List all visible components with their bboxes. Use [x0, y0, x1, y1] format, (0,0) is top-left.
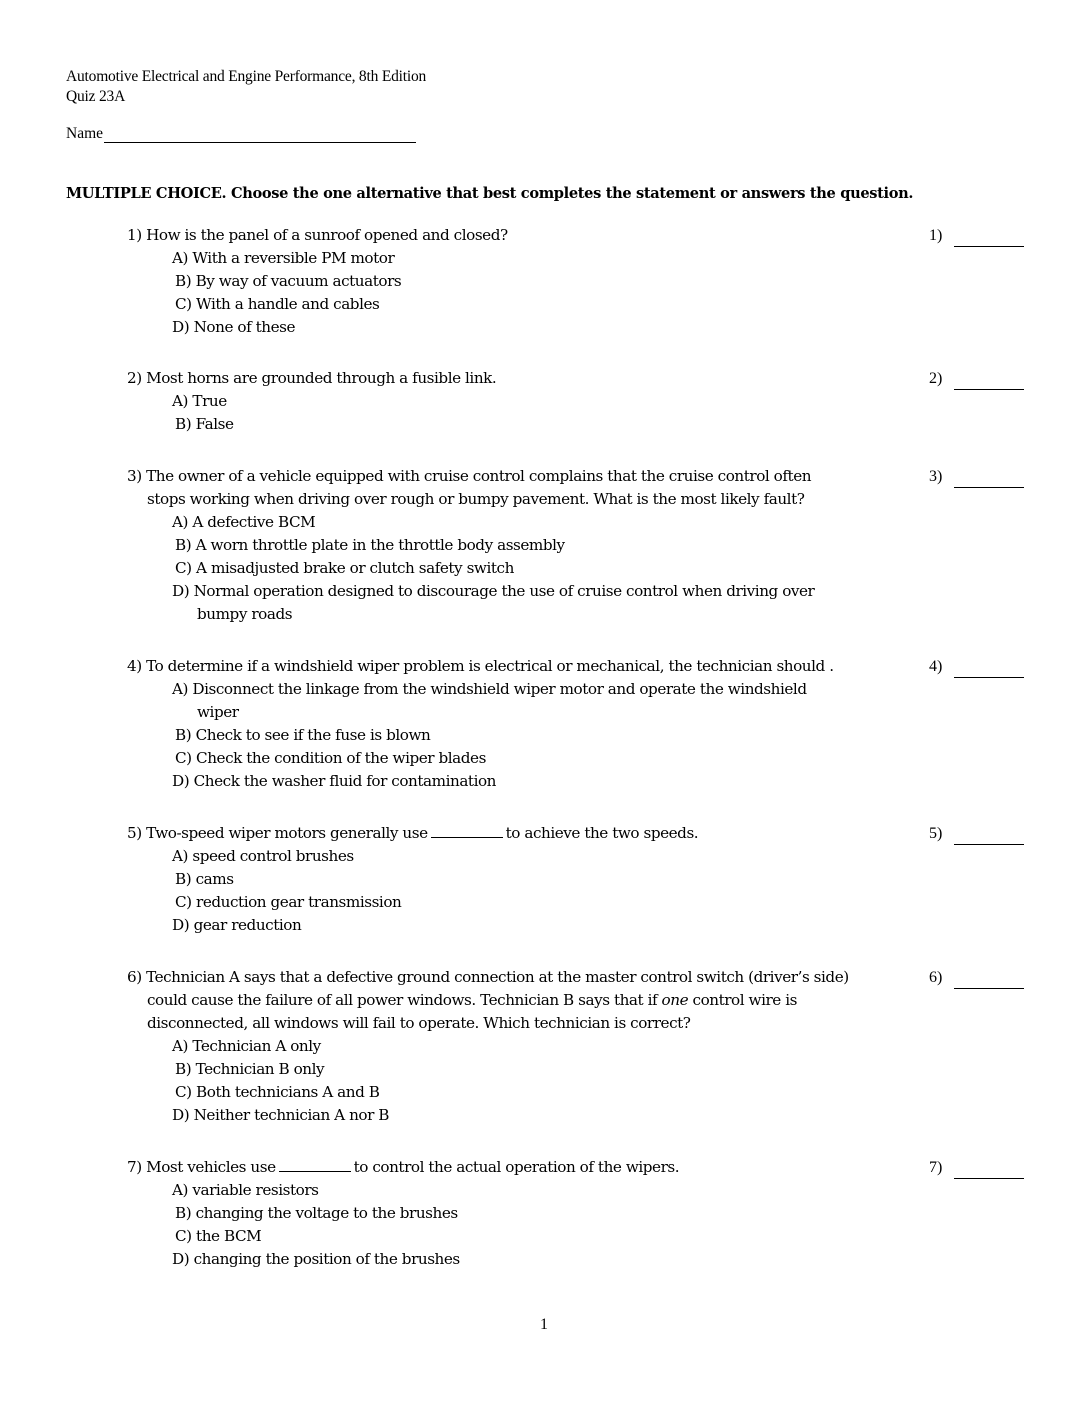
choice-text: Disconnect the linkage from the windshield wiper motor and operate the windshield — [192, 680, 807, 698]
question-text-continued: stops working when driving over rough or bumpy pavement. What is the most likely fault? — [147, 490, 805, 508]
choice-letter: B) — [175, 272, 192, 290]
answer-slot-6 — [929, 966, 1024, 989]
choice-a[interactable] — [127, 247, 907, 270]
choice-b[interactable] — [127, 534, 907, 557]
choice-letter: C) — [175, 295, 192, 313]
choice-letter: D) — [172, 772, 190, 790]
choice-letter: D) — [172, 582, 190, 600]
answer-blank[interactable] — [954, 828, 1024, 845]
choice-a[interactable] — [127, 390, 907, 413]
choice-text: changing the voltage to the brushes — [195, 1204, 458, 1222]
choice-text: cams — [195, 870, 234, 888]
choice-letter: D) — [172, 916, 190, 934]
choice-d[interactable] — [127, 914, 907, 937]
choice-text: variable resistors — [192, 1181, 319, 1199]
question-stem — [127, 966, 907, 1035]
choice-letter: C) — [175, 749, 192, 767]
choice-c[interactable] — [127, 557, 907, 580]
choice-text: Neither technician A nor B — [193, 1106, 390, 1124]
answer-label: 4) — [929, 658, 943, 675]
choice-letter: A) — [172, 847, 188, 865]
quiz-label: Quiz 23A — [66, 88, 126, 105]
choice-letter: C) — [175, 1083, 192, 1101]
question-number: 4) — [127, 657, 142, 675]
answer-blank[interactable] — [954, 230, 1024, 247]
question-text-part: could cause the failure of all power windows. Technician B says that if — [147, 991, 658, 1009]
answer-slot-4 — [929, 655, 1024, 678]
choice-letter: A) — [172, 1181, 188, 1199]
choice-letter: B) — [175, 415, 192, 433]
question-6 — [127, 966, 907, 1127]
question-stem — [127, 655, 907, 678]
question-stem — [127, 465, 907, 511]
choice-d[interactable] — [127, 770, 907, 793]
choice-text-wrap: wiper — [197, 703, 239, 721]
question-4 — [127, 655, 907, 793]
choice-letter: A) — [172, 680, 188, 698]
choice-text: A misadjusted brake or clutch safety switch — [196, 559, 514, 577]
answer-blank[interactable] — [954, 1162, 1024, 1179]
choice-text: gear reduction — [193, 916, 302, 934]
question-5 — [127, 822, 907, 937]
question-text: To determine if a windshield wiper problem is electrical or mechanical, the technician should . — [146, 657, 834, 675]
choice-letter: B) — [175, 1204, 192, 1222]
question-stem — [127, 1156, 907, 1179]
question-number: 7) — [127, 1158, 142, 1176]
choice-text: Check the condition of the wiper blades — [196, 749, 486, 767]
answer-label: 5) — [929, 825, 943, 842]
choice-text: A defective BCM — [192, 513, 316, 531]
answer-label: 3) — [929, 468, 943, 485]
answer-slot-1 — [929, 224, 1024, 247]
question-text: Technician A says that a defective ground connection at the master control switch (driver’s side) — [146, 968, 849, 986]
choice-text: With a handle and cables — [196, 295, 380, 313]
choice-a[interactable] — [127, 678, 907, 724]
name-label: Name — [66, 125, 104, 142]
choice-text: reduction gear transmission — [196, 893, 402, 911]
question-2 — [127, 367, 907, 436]
question-3 — [127, 465, 907, 626]
document-title: Automotive Electrical and Engine Performance, 8th Edition — [66, 68, 427, 85]
choice-c[interactable] — [127, 891, 907, 914]
choice-a[interactable] — [127, 511, 907, 534]
question-number: 3) — [127, 467, 142, 485]
choice-text: the BCM — [196, 1227, 262, 1245]
choice-text: changing the position of the brushes — [193, 1250, 460, 1268]
question-number: 1) — [127, 226, 142, 244]
choice-text: None of these — [193, 318, 296, 336]
choice-text: Technician B only — [195, 1060, 325, 1078]
choice-c[interactable] — [127, 293, 907, 316]
question-text-continued: disconnected, all windows will fail to operate. Which technician is correct? — [147, 1014, 691, 1032]
choice-a[interactable] — [127, 1035, 907, 1058]
choice-text: Both technicians A and B — [196, 1083, 380, 1101]
choice-letter: D) — [172, 318, 190, 336]
question-text: Two-speed wiper motors generally use — [146, 824, 428, 842]
answer-label: 7) — [929, 1159, 943, 1176]
question-stem — [127, 822, 907, 845]
question-text: How is the panel of a sunroof opened and closed? — [146, 226, 508, 244]
question-number: 6) — [127, 968, 142, 986]
answer-label: 1) — [929, 227, 943, 244]
question-7 — [127, 1156, 907, 1271]
choice-d[interactable] — [127, 1104, 907, 1127]
answer-blank[interactable] — [954, 373, 1024, 390]
choice-d[interactable] — [127, 316, 907, 339]
choice-letter: B) — [175, 536, 192, 554]
name-field-row — [66, 125, 416, 143]
choice-text: Technician A only — [192, 1037, 321, 1055]
choice-text: With a reversible PM motor — [192, 249, 395, 267]
emphasis-text: one — [661, 991, 689, 1009]
choice-d[interactable] — [127, 1248, 907, 1271]
question-stem — [127, 367, 907, 390]
choice-text: By way of vacuum actuators — [195, 272, 402, 290]
answer-slot-3 — [929, 465, 1024, 488]
question-text-after: to achieve the two speeds. — [505, 824, 699, 842]
name-blank-field[interactable] — [104, 125, 416, 143]
choice-letter: A) — [172, 392, 188, 410]
fill-in-blank — [431, 823, 503, 838]
question-number: 5) — [127, 824, 142, 842]
choice-letter: A) — [172, 249, 188, 267]
choice-letter: D) — [172, 1106, 190, 1124]
choice-c[interactable] — [127, 747, 907, 770]
question-1 — [127, 224, 907, 339]
question-text: Most vehicles use — [146, 1158, 276, 1176]
choice-text: Check to see if the fuse is blown — [195, 726, 431, 744]
choice-text: Check the washer fluid for contamination — [193, 772, 497, 790]
choice-letter: C) — [175, 893, 192, 911]
answer-slot-2 — [929, 367, 1024, 390]
choice-text: Normal operation designed to discourage the use of cruise control when driving over — [193, 582, 815, 600]
choice-letter: C) — [175, 559, 192, 577]
choice-letter: A) — [172, 1037, 188, 1055]
answer-slot-7 — [929, 1156, 1024, 1179]
answer-blank[interactable] — [954, 661, 1024, 678]
choice-c[interactable] — [127, 1081, 907, 1104]
choice-b[interactable] — [127, 868, 907, 891]
choice-b[interactable] — [127, 1202, 907, 1225]
question-text-after: to control the actual operation of the wipers. — [353, 1158, 680, 1176]
choice-d[interactable] — [127, 580, 907, 626]
page-number: 1 — [540, 1316, 548, 1333]
choice-b[interactable] — [127, 724, 907, 747]
choice-b[interactable] — [127, 1058, 907, 1081]
choice-text: A worn throttle plate in the throttle body assembly — [195, 536, 565, 554]
choice-a[interactable] — [127, 1179, 907, 1202]
answer-label: 6) — [929, 969, 943, 986]
question-stem — [127, 224, 907, 247]
choice-a[interactable] — [127, 845, 907, 868]
choice-letter: C) — [175, 1227, 192, 1245]
choice-letter: A) — [172, 513, 188, 531]
question-text-continued — [127, 989, 907, 1012]
question-text-part: control wire is — [692, 991, 797, 1009]
choice-text: False — [195, 415, 234, 433]
question-text: Most horns are grounded through a fusible link. — [146, 369, 497, 387]
fill-in-blank — [279, 1157, 351, 1172]
choice-letter: B) — [175, 1060, 192, 1078]
section-instructions: MULTIPLE CHOICE. Choose the one alternative that best completes the statement or answers the question. — [66, 185, 914, 202]
answer-slot-5 — [929, 822, 1024, 845]
choice-b[interactable] — [127, 270, 907, 293]
choice-b[interactable] — [127, 413, 907, 436]
choice-text-wrap: bumpy roads — [197, 605, 293, 623]
choice-letter: D) — [172, 1250, 190, 1268]
choice-c[interactable] — [127, 1225, 907, 1248]
answer-blank[interactable] — [954, 471, 1024, 488]
choice-text: True — [192, 392, 227, 410]
question-text: The owner of a vehicle equipped with cruise control complains that the cruise control often — [146, 467, 812, 485]
choice-letter: B) — [175, 870, 192, 888]
choice-letter: B) — [175, 726, 192, 744]
question-number: 2) — [127, 369, 142, 387]
answer-blank[interactable] — [954, 972, 1024, 989]
answer-label: 2) — [929, 370, 943, 387]
choice-text: speed control brushes — [192, 847, 354, 865]
